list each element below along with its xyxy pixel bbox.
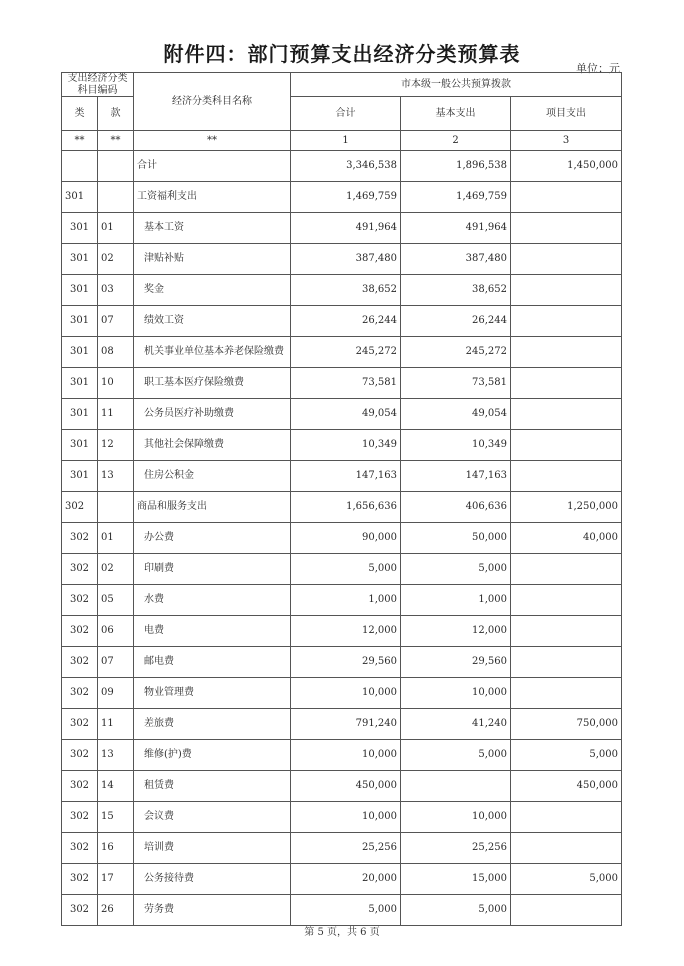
cell-basic: 38,652 [401, 275, 511, 306]
total-index: 1 [291, 131, 401, 151]
table-row [62, 616, 622, 647]
kuan-header: 款 [98, 97, 134, 131]
table-row [62, 864, 622, 895]
table-row [62, 678, 622, 709]
page-title: 附件四：部门预算支出经济分类预算表 [163, 42, 521, 66]
cell-project [511, 399, 622, 430]
cell-project [511, 647, 622, 678]
cell-total: 29,560 [291, 647, 401, 678]
cell-name: 邮电费 [134, 647, 291, 678]
cell-kuan: 09 [98, 678, 134, 709]
table-row [62, 151, 622, 182]
cell-kuan: 15 [98, 802, 134, 833]
cell-name: 劳务费 [134, 895, 291, 926]
table-row [62, 213, 622, 244]
table-row [62, 244, 622, 275]
cell-lei: 302 [62, 616, 98, 647]
cell-lei: 302 [62, 554, 98, 585]
cell-name: 绩效工资 [134, 306, 291, 337]
cell-total: 387,480 [291, 244, 401, 275]
cell-total: 791,240 [291, 709, 401, 740]
basic-header: 基本支出 [401, 97, 511, 131]
cell-basic: 41,240 [401, 709, 511, 740]
cell-total: 10,000 [291, 802, 401, 833]
cell-basic: 245,272 [401, 337, 511, 368]
table-row [62, 368, 622, 399]
cell-lei: 301 [62, 213, 98, 244]
cell-kuan: 12 [98, 430, 134, 461]
code-group-header: 支出经济分类科目编码 [62, 73, 134, 97]
cell-lei: 302 [62, 647, 98, 678]
cell-kuan: 14 [98, 771, 134, 802]
cell-lei: 301 [62, 182, 98, 213]
cell-lei: 301 [62, 430, 98, 461]
cell-basic: 5,000 [401, 554, 511, 585]
cell-total: 12,000 [291, 616, 401, 647]
cell-kuan: 07 [98, 306, 134, 337]
cell-project [511, 461, 622, 492]
cell-total: 5,000 [291, 554, 401, 585]
total-header: 合计 [291, 97, 401, 131]
cell-total: 1,000 [291, 585, 401, 616]
cell-total: 10,349 [291, 430, 401, 461]
cell-name: 差旅费 [134, 709, 291, 740]
table-row [62, 523, 622, 554]
cell-name: 其他社会保障缴费 [134, 430, 291, 461]
table-row [62, 430, 622, 461]
table-row [62, 399, 622, 430]
cell-lei: 301 [62, 275, 98, 306]
cell-basic: 25,256 [401, 833, 511, 864]
cell-kuan: 13 [98, 740, 134, 771]
cell-lei: 302 [62, 864, 98, 895]
cell-name: 公务接待费 [134, 864, 291, 895]
header-row-group [62, 73, 622, 97]
cell-name: 津贴补贴 [134, 244, 291, 275]
cell-kuan: 11 [98, 709, 134, 740]
name-header: 经济分类科目名称 [134, 73, 291, 131]
cell-name: 工资福利支出 [134, 182, 291, 213]
cell-name: 机关事业单位基本养老保险缴费 [134, 337, 291, 368]
cell-lei: 302 [62, 802, 98, 833]
cell-project: 1,250,000 [511, 492, 622, 523]
cell-basic: 10,349 [401, 430, 511, 461]
cell-basic: 406,636 [401, 492, 511, 523]
cell-project [511, 833, 622, 864]
cell-project [511, 368, 622, 399]
cell-basic: 50,000 [401, 523, 511, 554]
table-row [62, 492, 622, 523]
cell-kuan: 17 [98, 864, 134, 895]
cell-total: 245,272 [291, 337, 401, 368]
cell-name: 维修(护)费 [134, 740, 291, 771]
table-row [62, 833, 622, 864]
cell-name: 合计 [134, 151, 291, 182]
table-row [62, 709, 622, 740]
cell-total: 3,346,538 [291, 151, 401, 182]
cell-basic: 1,469,759 [401, 182, 511, 213]
cell-kuan: 06 [98, 616, 134, 647]
cell-total: 26,244 [291, 306, 401, 337]
table-row [62, 895, 622, 926]
cell-name: 培训费 [134, 833, 291, 864]
cell-name: 租赁费 [134, 771, 291, 802]
cell-lei: 301 [62, 461, 98, 492]
cell-lei: 301 [62, 244, 98, 275]
cell-total: 5,000 [291, 895, 401, 926]
kuan-index: ** [98, 131, 134, 151]
cell-lei: 302 [62, 895, 98, 926]
cell-kuan [98, 151, 134, 182]
cell-project [511, 275, 622, 306]
cell-total: 1,656,636 [291, 492, 401, 523]
cell-total: 38,652 [291, 275, 401, 306]
cell-total: 10,000 [291, 740, 401, 771]
cell-kuan: 02 [98, 554, 134, 585]
cell-kuan [98, 492, 134, 523]
cell-total: 147,163 [291, 461, 401, 492]
cell-project [511, 554, 622, 585]
cell-project [511, 337, 622, 368]
cell-project: 1,450,000 [511, 151, 622, 182]
cell-kuan: 26 [98, 895, 134, 926]
cell-basic: 5,000 [401, 740, 511, 771]
cell-project [511, 213, 622, 244]
cell-kuan: 01 [98, 523, 134, 554]
cell-basic: 147,163 [401, 461, 511, 492]
cell-project [511, 616, 622, 647]
cell-name: 电费 [134, 616, 291, 647]
cell-project [511, 678, 622, 709]
table-row [62, 337, 622, 368]
budget-table [61, 72, 622, 926]
cell-name: 办公费 [134, 523, 291, 554]
cell-name: 会议费 [134, 802, 291, 833]
cell-basic: 10,000 [401, 678, 511, 709]
table-row [62, 647, 622, 678]
cell-total: 90,000 [291, 523, 401, 554]
cell-kuan: 10 [98, 368, 134, 399]
table-row [62, 306, 622, 337]
table-row [62, 771, 622, 802]
name-index: ** [134, 131, 291, 151]
cell-kuan: 16 [98, 833, 134, 864]
cell-kuan [98, 182, 134, 213]
cell-kuan: 02 [98, 244, 134, 275]
cell-kuan: 13 [98, 461, 134, 492]
cell-project: 450,000 [511, 771, 622, 802]
cell-total: 10,000 [291, 678, 401, 709]
cell-lei: 301 [62, 368, 98, 399]
cell-total: 25,256 [291, 833, 401, 864]
cell-project [511, 182, 622, 213]
cell-name: 公务员医疗补助缴费 [134, 399, 291, 430]
cell-project [511, 895, 622, 926]
cell-basic: 12,000 [401, 616, 511, 647]
cell-kuan: 08 [98, 337, 134, 368]
cell-project: 40,000 [511, 523, 622, 554]
cell-lei: 302 [62, 678, 98, 709]
cell-basic: 491,964 [401, 213, 511, 244]
cell-lei: 302 [62, 585, 98, 616]
cell-total: 450,000 [291, 771, 401, 802]
cell-project: 5,000 [511, 740, 622, 771]
table-row [62, 275, 622, 306]
cell-lei: 302 [62, 740, 98, 771]
cell-project: 5,000 [511, 864, 622, 895]
cell-project [511, 430, 622, 461]
cell-lei: 302 [62, 709, 98, 740]
cell-lei: 301 [62, 337, 98, 368]
index-row [62, 131, 622, 151]
cell-project [511, 244, 622, 275]
table-row [62, 585, 622, 616]
cell-lei: 302 [62, 523, 98, 554]
cell-lei: 301 [62, 306, 98, 337]
cell-kuan: 05 [98, 585, 134, 616]
cell-basic: 49,054 [401, 399, 511, 430]
cell-basic: 15,000 [401, 864, 511, 895]
cell-lei [62, 151, 98, 182]
cell-basic [401, 771, 511, 802]
cell-lei: 302 [62, 492, 98, 523]
cell-basic: 1,000 [401, 585, 511, 616]
cell-total: 1,469,759 [291, 182, 401, 213]
table-row [62, 740, 622, 771]
cell-kuan: 01 [98, 213, 134, 244]
cell-name: 基本工资 [134, 213, 291, 244]
cell-basic: 73,581 [401, 368, 511, 399]
cell-total: 491,964 [291, 213, 401, 244]
cell-name: 水费 [134, 585, 291, 616]
cell-basic: 5,000 [401, 895, 511, 926]
cell-lei: 301 [62, 399, 98, 430]
table-row [62, 802, 622, 833]
page-footer: 第 5 页，共 6 页 [304, 927, 380, 938]
cell-kuan: 07 [98, 647, 134, 678]
basic-index: 2 [401, 131, 511, 151]
cell-project [511, 802, 622, 833]
cell-kuan: 03 [98, 275, 134, 306]
cell-basic: 1,896,538 [401, 151, 511, 182]
table-row [62, 554, 622, 585]
lei-index: ** [62, 131, 98, 151]
cell-kuan: 11 [98, 399, 134, 430]
cell-basic: 29,560 [401, 647, 511, 678]
cell-total: 73,581 [291, 368, 401, 399]
funding-group-header: 市本级一般公共预算拨款 [291, 73, 622, 97]
cell-name: 印刷费 [134, 554, 291, 585]
project-index: 3 [511, 131, 622, 151]
cell-basic: 26,244 [401, 306, 511, 337]
project-header: 项目支出 [511, 97, 622, 131]
cell-project: 750,000 [511, 709, 622, 740]
table-row [62, 461, 622, 492]
cell-basic: 387,480 [401, 244, 511, 275]
cell-lei: 302 [62, 833, 98, 864]
cell-name: 奖金 [134, 275, 291, 306]
cell-project [511, 585, 622, 616]
cell-name: 商品和服务支出 [134, 492, 291, 523]
cell-name: 物业管理费 [134, 678, 291, 709]
cell-total: 49,054 [291, 399, 401, 430]
cell-project [511, 306, 622, 337]
cell-lei: 302 [62, 771, 98, 802]
cell-total: 20,000 [291, 864, 401, 895]
unit-label: 单位：元 [576, 62, 620, 75]
lei-header: 类 [62, 97, 98, 131]
cell-name: 职工基本医疗保险缴费 [134, 368, 291, 399]
table-row [62, 182, 622, 213]
cell-basic: 10,000 [401, 802, 511, 833]
cell-name: 住房公积金 [134, 461, 291, 492]
